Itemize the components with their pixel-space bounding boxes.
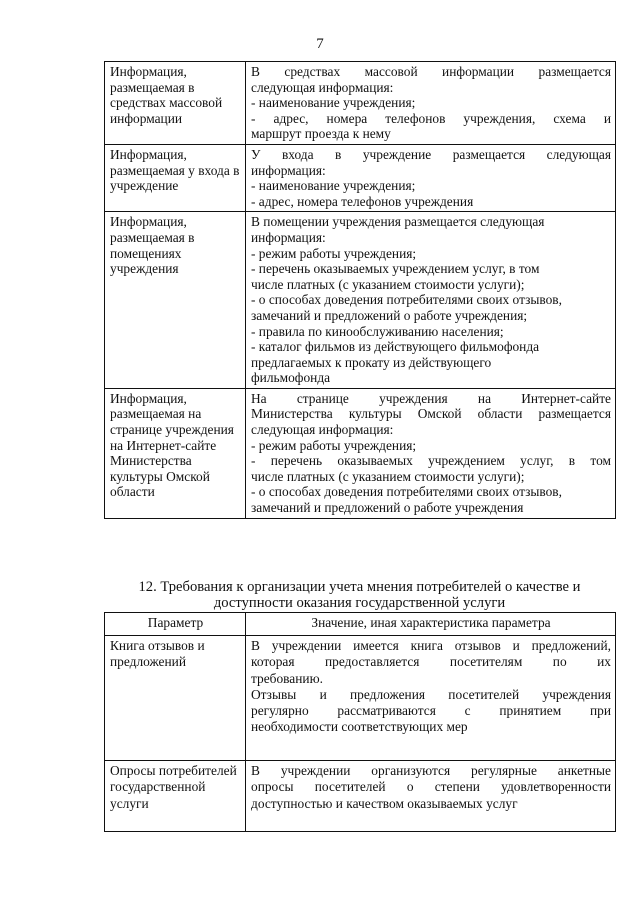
content-line: На странице учреждения на Интернет-сайте <box>251 390 611 406</box>
content-line: - перечень оказываемых учреждением услуг, в том <box>251 453 611 469</box>
content-line: - режим работы учреждения; <box>251 437 417 453</box>
content-line: информация: <box>251 229 326 245</box>
place-cell: Информация, размещаемая в средствах массовой информации <box>105 62 246 145</box>
table-row <box>105 388 616 518</box>
value-line: которая предоставляется посетителям по их <box>251 654 611 670</box>
information-placement-table <box>104 61 616 519</box>
content-line: маршрут проезда к нему <box>251 126 391 142</box>
content-line: - наименование учреждения; <box>251 178 416 194</box>
place-cell: Информация, размещаемая на странице учреждения на Интернет-сайте Министерства культуры Омской области <box>105 388 246 518</box>
value-line: опросы посетителей о степени удовлетворенности <box>251 779 611 795</box>
parameter-cell: Книга отзывов и предложений <box>105 636 246 761</box>
content-line: У входа в учреждение размещается следующая <box>251 146 611 162</box>
content-line: фильмофонда <box>251 370 331 386</box>
content-cell <box>246 212 616 389</box>
value-line: регулярно рассматриваются с принятием при <box>251 703 611 719</box>
content-line: - адрес, номера телефонов учреждения <box>251 193 474 209</box>
content-line: - каталог фильмов из действующего фильмофонда <box>251 339 540 355</box>
content-line: - адрес, номера телефонов учреждения, схема и <box>251 110 611 126</box>
value-line: требованию. <box>251 670 323 686</box>
table-row <box>105 761 616 832</box>
value-line: В учреждении имеется книга отзывов и предложений, <box>251 638 611 654</box>
content-cell <box>246 388 616 518</box>
value-line: необходимости соответствующих мер <box>251 719 468 735</box>
content-line: следующая информация: <box>251 79 394 95</box>
content-line: замечаний и предложений о работе учреждения; <box>251 307 528 323</box>
value-cell <box>246 636 616 761</box>
content-line: замечаний и предложений о работе учреждения <box>251 500 524 516</box>
value-line: Отзывы и предложения посетителей учреждения <box>251 686 611 702</box>
content-line: - режим работы учреждения; <box>251 245 417 261</box>
table-header-row <box>105 613 616 636</box>
section-heading <box>104 579 615 611</box>
content-line: - о способах доведения потребителями своих отзывов, <box>251 292 562 308</box>
table-row <box>105 636 616 761</box>
page-number: 7 <box>316 36 324 52</box>
content-line: предлагаемых к прокату из действующего <box>251 354 492 370</box>
content-line: - о способах доведения потребителями своих отзывов, <box>251 484 562 500</box>
place-cell: Информация, размещаемая в помещениях учреждения <box>105 212 246 389</box>
content-line: - правила по кинообслуживанию населения; <box>251 323 504 339</box>
table-row <box>105 144 616 211</box>
feedback-parameters-table <box>104 612 616 832</box>
content-line: следующая информация: <box>251 422 394 438</box>
parameter-cell: Опросы потребителей государственной услуги <box>105 761 246 832</box>
content-line: числе платных (с указанием стоимости услуги); <box>251 468 525 484</box>
content-line: - перечень оказываемых учреждением услуг, в том <box>251 261 540 277</box>
place-cell: Информация, размещаемая у входа в учреждение <box>105 144 246 211</box>
section-heading-line: доступности оказания государственной услуги <box>213 595 506 611</box>
content-cell <box>246 144 616 211</box>
value-cell <box>246 761 616 832</box>
content-line: В средствах массовой информации размещается <box>251 64 611 79</box>
column-header-value: Значение, иная характеристика параметра <box>246 613 616 636</box>
value-line: доступностью и качеством оказываемых услуг <box>251 795 518 811</box>
section-heading-line: 12. Требования к организации учета мнения потребителей о качестве и <box>138 579 581 595</box>
column-header-parameter: Параметр <box>105 613 246 636</box>
content-line: - наименование учреждения; <box>251 95 416 111</box>
table-row <box>105 212 616 389</box>
content-line: В помещении учреждения размещается следующая <box>251 214 545 230</box>
value-line: В учреждении организуются регулярные анкетные <box>251 763 611 779</box>
content-line: Министерства культуры Омской области размещается <box>251 406 611 422</box>
content-cell <box>246 62 616 145</box>
content-line: числе платных (с указанием стоимости услуги); <box>251 276 525 292</box>
table-row <box>105 62 616 145</box>
content-line: информация: <box>251 162 326 178</box>
